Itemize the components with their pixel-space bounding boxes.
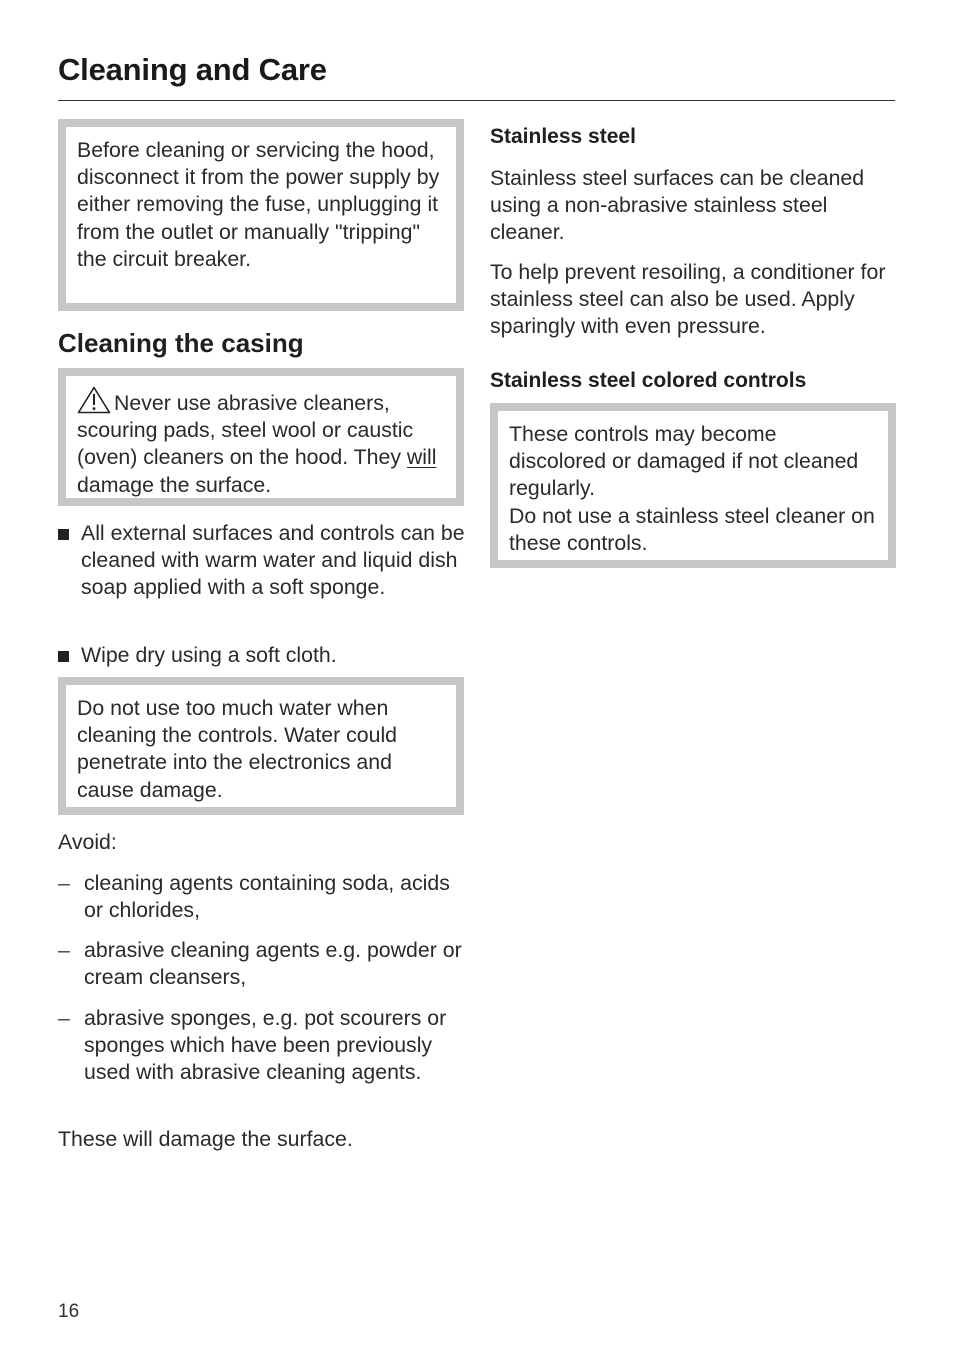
stainless-steel-paragraph-2: To help prevent resoiling, a conditioner for stainless steel can also be used. Apply sparingly with even pressure.	[490, 260, 886, 339]
closing-statement: These will damage the surface.	[58, 1127, 353, 1151]
warning-text-after: damage the surface.	[77, 472, 272, 497]
bullet-text: Wipe dry using a soft cloth.	[81, 643, 337, 667]
bullet-square-icon	[58, 651, 69, 662]
warning-triangle-icon	[77, 386, 111, 414]
water-caution-text: Do not use too much water when cleaning the controls. Water could penetrate into the electronics and cause damage.	[77, 696, 398, 802]
abrasive-warning-box	[58, 368, 464, 506]
stainless-steel-paragraph-1: Stainless steel surfaces can be cleaned using a non-abrasive stainless steel cleaner.	[490, 166, 865, 245]
dash-marker: –	[58, 1006, 70, 1030]
dash-marker: –	[58, 938, 70, 962]
page-title: Cleaning and Care	[58, 52, 327, 87]
title-divider	[58, 100, 895, 101]
warning-text-before: Never use abrasive cleaners, scouring pads, steel wool or caustic (oven) cleaners on the hood. They	[77, 391, 414, 470]
page-number: 16	[58, 1301, 80, 1322]
colored-controls-heading: Stainless steel colored controls	[490, 369, 807, 392]
water-caution-box	[58, 677, 464, 815]
disconnect-power-note	[58, 119, 464, 311]
colored-controls-note	[490, 403, 896, 568]
dash-marker: –	[58, 871, 70, 895]
stainless-steel-heading: Stainless steel	[490, 125, 636, 148]
colored-controls-text-1: These controls may become discolored or damaged if not cleaned regularly.	[509, 422, 859, 501]
avoid-item-text: cleaning agents containing soda, acids or chlorides,	[84, 871, 450, 923]
colored-controls-text-2: Do not use a stainless steel cleaner on these controls.	[509, 503, 875, 555]
warning-emphasis: will	[406, 445, 437, 470]
avoid-label: Avoid:	[58, 830, 117, 854]
abrasive-warning-text	[77, 386, 444, 499]
cleaning-casing-heading: Cleaning the casing	[58, 328, 304, 358]
bullet-text: All external surfaces and controls can be cleaned with warm water and liquid dish soap applied with a soft sponge.	[81, 521, 465, 600]
avoid-item-text: abrasive sponges, e.g. pot scourers or sponges which have been previously used with abrasive cleaning agents.	[84, 1006, 447, 1085]
bullet-square-icon	[58, 529, 69, 540]
avoid-item-text: abrasive cleaning agents e.g. powder or cream cleansers,	[84, 938, 462, 990]
disconnect-power-text: Before cleaning or servicing the hood, disconnect it from the power supply by either removing the fuse, unplugging it from the outlet or manually "tripping" the circuit breaker.	[77, 138, 440, 271]
